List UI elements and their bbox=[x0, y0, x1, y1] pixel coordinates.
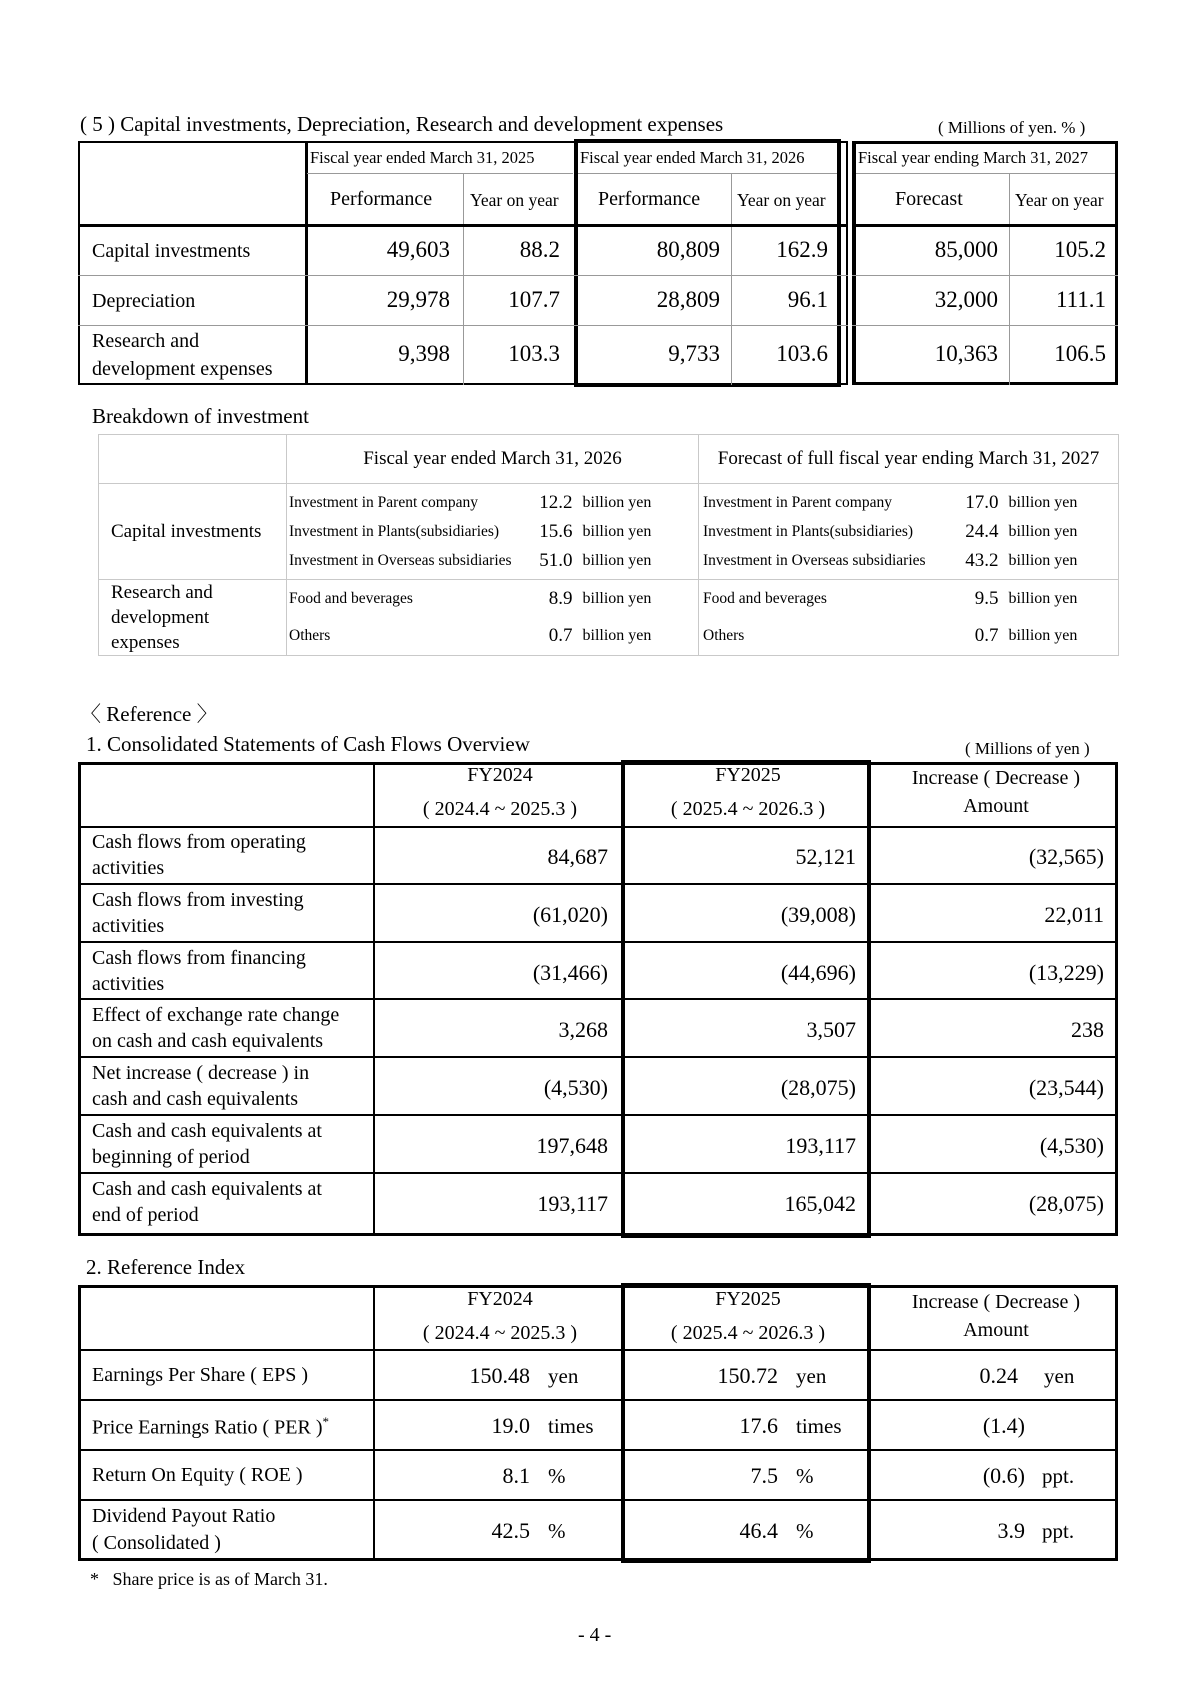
payout-fy2024: 42.5 bbox=[491, 1518, 530, 1543]
rnd-label-line3: expenses bbox=[111, 632, 180, 653]
roe-fy2025-unit: % bbox=[796, 1464, 814, 1488]
reference-title: 〈 Reference 〉 bbox=[80, 702, 218, 726]
capital-item-unit: billion yen bbox=[1005, 484, 1119, 516]
per-fy2025: 17.6 bbox=[739, 1413, 778, 1438]
unit-note: ( Millions of yen. % ) bbox=[938, 118, 1086, 137]
cf-value-change: (23,544) bbox=[1028, 1075, 1104, 1100]
dep-2026-perf: 28,809 bbox=[656, 287, 720, 312]
cf-value-fy2024: 3,268 bbox=[558, 1017, 608, 1042]
eps-fy2025: 150.72 bbox=[717, 1363, 778, 1388]
capex-2027-yoy: 105.2 bbox=[1054, 237, 1106, 262]
capital-item-unit: billion yen bbox=[579, 548, 699, 580]
rnd-2026-perf: 9,733 bbox=[668, 341, 720, 366]
capital-item-current: 51.0 bbox=[539, 550, 573, 572]
dep-2025-yoy: 107.7 bbox=[508, 287, 560, 312]
idx-col2-line2: ( 2025.4 ~ 2026.3 ) bbox=[670, 1322, 826, 1344]
breakdown-col-forecast: Forecast of full fiscal year ending March 31, 2027 bbox=[699, 435, 1119, 484]
rnd-item-name: Food and beverages bbox=[289, 589, 413, 607]
capital-item-name: Investment in Parent company bbox=[703, 493, 892, 511]
roe-change-unit: ppt. bbox=[1042, 1464, 1075, 1488]
eps-fy2024-unit: yen bbox=[548, 1364, 579, 1388]
rnd-item-current: 8.9 bbox=[548, 587, 573, 609]
capital-item-name: Investment in Overseas subsidiaries bbox=[289, 552, 512, 570]
row-label-capital-investments: Capital investments bbox=[92, 240, 251, 262]
row-label-rnd-line2: development expenses bbox=[92, 358, 273, 380]
cf-value-fy2024: 193,117 bbox=[537, 1191, 608, 1216]
per-fy2024: 19.0 bbox=[491, 1413, 530, 1438]
cf-value-change: (13,229) bbox=[1028, 960, 1104, 985]
cf-value-fy2025: 193,117 bbox=[785, 1133, 856, 1158]
payout-fy2025: 46.4 bbox=[739, 1518, 778, 1543]
dep-2027-yoy: 111.1 bbox=[1055, 287, 1106, 312]
rnd-item-name: Others bbox=[289, 627, 331, 645]
rnd-label-line2: development bbox=[111, 607, 210, 628]
rnd-2027-forecast: 10,363 bbox=[934, 341, 998, 366]
col-performance-2025: Performance bbox=[330, 188, 433, 210]
cf-col1-line1: FY2024 bbox=[467, 764, 533, 786]
cf-row-label: Net increase ( decrease ) in cash and cash equivalents bbox=[92, 1062, 310, 1110]
period-header-2025: Fiscal year ended March 31, 2025 bbox=[310, 148, 535, 167]
index-title: 2. Reference Index bbox=[86, 1255, 246, 1279]
row-label-rnd-line1: Research and bbox=[92, 330, 200, 352]
col-forecast-2027: Forecast bbox=[895, 188, 963, 210]
col-yoy-2025: Year on year bbox=[470, 190, 559, 210]
per-fy2024-unit: times bbox=[548, 1414, 594, 1438]
col-performance-2026: Performance bbox=[598, 188, 701, 210]
capex-2026-perf: 80,809 bbox=[656, 237, 720, 262]
roe-fy2024-unit: % bbox=[548, 1464, 566, 1488]
rnd-item-current: 0.7 bbox=[548, 625, 573, 647]
breakdown-capital-label: Capital investments bbox=[99, 484, 287, 580]
cf-value-change: 22,011 bbox=[1044, 902, 1104, 927]
cf-col2-line1: FY2025 bbox=[715, 764, 781, 786]
per-footnote-mark: * bbox=[322, 1414, 330, 1429]
capital-item-unit: billion yen bbox=[579, 484, 699, 516]
rnd-2025-yoy: 103.3 bbox=[508, 341, 560, 366]
dep-2027-forecast: 32,000 bbox=[934, 287, 998, 312]
period-header-2027: Fiscal year ending March 31, 2027 bbox=[858, 148, 1089, 167]
capex-2026-yoy: 162.9 bbox=[776, 237, 828, 262]
cashflow-unit: ( Millions of yen ) bbox=[965, 739, 1090, 758]
cf-value-fy2025: 52,121 bbox=[795, 844, 856, 869]
capital-item-forecast: 24.4 bbox=[965, 520, 999, 542]
payout-change-unit: ppt. bbox=[1042, 1519, 1075, 1543]
capital-item-forecast: 43.2 bbox=[965, 550, 999, 572]
dep-2026-yoy: 96.1 bbox=[787, 287, 828, 312]
rnd-item-unit: billion yen bbox=[579, 580, 699, 618]
idx-row-label-per: Price Earnings Ratio ( PER )* bbox=[92, 1414, 330, 1439]
cf-col3-line2: Amount bbox=[963, 795, 1029, 817]
cf-row-label: Cash flows from investing activities bbox=[92, 889, 304, 937]
page-number: - 4 - bbox=[578, 1624, 612, 1646]
capital-item-forecast: 17.0 bbox=[965, 491, 999, 513]
idx-row-label-payout: Dividend Payout Ratio ( Consolidated ) bbox=[92, 1505, 276, 1554]
capital-item-unit: billion yen bbox=[579, 516, 699, 548]
capex-2025-perf: 49,603 bbox=[386, 237, 450, 262]
breakdown-table bbox=[98, 434, 1119, 656]
capital-item-unit: billion yen bbox=[1005, 548, 1119, 580]
cf-value-fy2025: (44,696) bbox=[780, 960, 856, 985]
capital-item-name: Investment in Plants(subsidiaries) bbox=[289, 522, 500, 540]
rnd-2025-perf: 9,398 bbox=[398, 341, 450, 366]
cf-row-label: Cash flows from financing activities bbox=[92, 947, 306, 995]
rnd-item-forecast: 9.5 bbox=[974, 587, 999, 609]
rnd-item-forecast: 0.7 bbox=[974, 625, 999, 647]
cf-col1-line2: ( 2024.4 ~ 2025.3 ) bbox=[422, 798, 578, 820]
payout-fy2025-unit: % bbox=[796, 1519, 814, 1543]
idx-col1-line2: ( 2024.4 ~ 2025.3 ) bbox=[422, 1322, 578, 1344]
roe-fy2025: 7.5 bbox=[750, 1463, 778, 1488]
cashflow-title: 1. Consolidated Statements of Cash Flows Overview bbox=[86, 732, 530, 756]
cf-value-change: (32,565) bbox=[1028, 844, 1104, 869]
dep-2025-perf: 29,978 bbox=[386, 287, 450, 312]
idx-col3-line2: Amount bbox=[963, 1319, 1029, 1341]
capital-item-current: 12.2 bbox=[539, 491, 573, 513]
rnd-item-unit: billion yen bbox=[1005, 618, 1119, 656]
cf-value-change: (28,075) bbox=[1028, 1191, 1104, 1216]
cf-row-label: Cash and cash equivalents at beginning of period bbox=[92, 1120, 322, 1168]
section-title: ( 5 ) Capital investments, Depreciation, Research and development expenses bbox=[80, 112, 724, 136]
cf-value-fy2025: (28,075) bbox=[780, 1075, 856, 1100]
rnd-item-unit: billion yen bbox=[1005, 580, 1119, 618]
cf-value-fy2024: 84,687 bbox=[547, 844, 608, 869]
cf-row-label: Effect of exchange rate change on cash and cash equivalents bbox=[92, 1004, 340, 1052]
breakdown-col-current: Fiscal year ended March 31, 2026 bbox=[287, 435, 699, 484]
cf-col2-line2: ( 2025.4 ~ 2026.3 ) bbox=[670, 798, 826, 820]
eps-fy2025-unit: yen bbox=[796, 1364, 827, 1388]
roe-change: (0.6) bbox=[982, 1463, 1025, 1488]
col-yoy-2027: Year on year bbox=[1015, 190, 1104, 210]
rnd-2027-yoy: 106.5 bbox=[1054, 341, 1106, 366]
idx-row-label-eps: Earnings Per Share ( EPS ) bbox=[92, 1364, 309, 1386]
cf-value-fy2024: (31,466) bbox=[532, 960, 608, 985]
eps-fy2024: 150.48 bbox=[469, 1363, 530, 1388]
cf-value-change: (4,530) bbox=[1039, 1133, 1104, 1158]
footnote: * Share price is as of March 31. bbox=[90, 1569, 328, 1589]
row-label-depreciation: Depreciation bbox=[92, 290, 196, 312]
idx-row-label-roe: Return On Equity ( ROE ) bbox=[92, 1464, 303, 1486]
payout-change: 3.9 bbox=[997, 1518, 1025, 1543]
cf-row-label: Cash flows from operating activities bbox=[92, 831, 306, 879]
idx-col3-line1: Increase ( Decrease ) bbox=[911, 1291, 1081, 1313]
cf-value-fy2024: (61,020) bbox=[532, 902, 608, 927]
idx-col2-line1: FY2025 bbox=[715, 1288, 781, 1310]
eps-change-unit: yen bbox=[1044, 1364, 1075, 1388]
cf-value-fy2025: (39,008) bbox=[780, 902, 856, 927]
cf-row-label: Cash and cash equivalents at end of period bbox=[92, 1178, 322, 1226]
roe-fy2024: 8.1 bbox=[502, 1463, 530, 1488]
rnd-label-line1: Research and bbox=[111, 582, 213, 603]
cf-value-fy2025: 3,507 bbox=[806, 1017, 856, 1042]
cf-value-fy2024: (4,530) bbox=[543, 1075, 608, 1100]
rnd-item-name: Others bbox=[703, 627, 745, 645]
rnd-item-unit: billion yen bbox=[579, 618, 699, 656]
breakdown-rnd-label bbox=[99, 580, 287, 656]
eps-change: 0.24 bbox=[979, 1363, 1018, 1388]
payout-fy2024-unit: % bbox=[548, 1519, 566, 1543]
breakdown-title: Breakdown of investment bbox=[92, 404, 309, 428]
col-yoy-2026: Year on year bbox=[737, 190, 826, 210]
cf-value-change: 238 bbox=[1071, 1017, 1104, 1042]
capital-item-name: Investment in Plants(subsidiaries) bbox=[703, 522, 914, 540]
capital-item-name: Investment in Parent company bbox=[289, 493, 478, 511]
capital-item-current: 15.6 bbox=[539, 520, 573, 542]
cf-value-fy2024: 197,648 bbox=[536, 1133, 608, 1158]
capex-2027-forecast: 85,000 bbox=[934, 237, 998, 262]
cf-col3-line1: Increase ( Decrease ) bbox=[911, 767, 1081, 789]
cf-value-fy2025: 165,042 bbox=[784, 1191, 856, 1216]
rnd-2026-yoy: 103.6 bbox=[776, 341, 828, 366]
per-change: (1.4) bbox=[982, 1413, 1025, 1438]
idx-col1-line1: FY2024 bbox=[467, 1288, 533, 1310]
per-fy2025-unit: times bbox=[796, 1414, 842, 1438]
capital-item-unit: billion yen bbox=[1005, 516, 1119, 548]
period-header-2026: Fiscal year ended March 31, 2026 bbox=[580, 148, 805, 167]
rnd-item-name: Food and beverages bbox=[703, 589, 827, 607]
capex-2025-yoy: 88.2 bbox=[519, 237, 560, 262]
capital-item-name: Investment in Overseas subsidiaries bbox=[703, 552, 926, 570]
